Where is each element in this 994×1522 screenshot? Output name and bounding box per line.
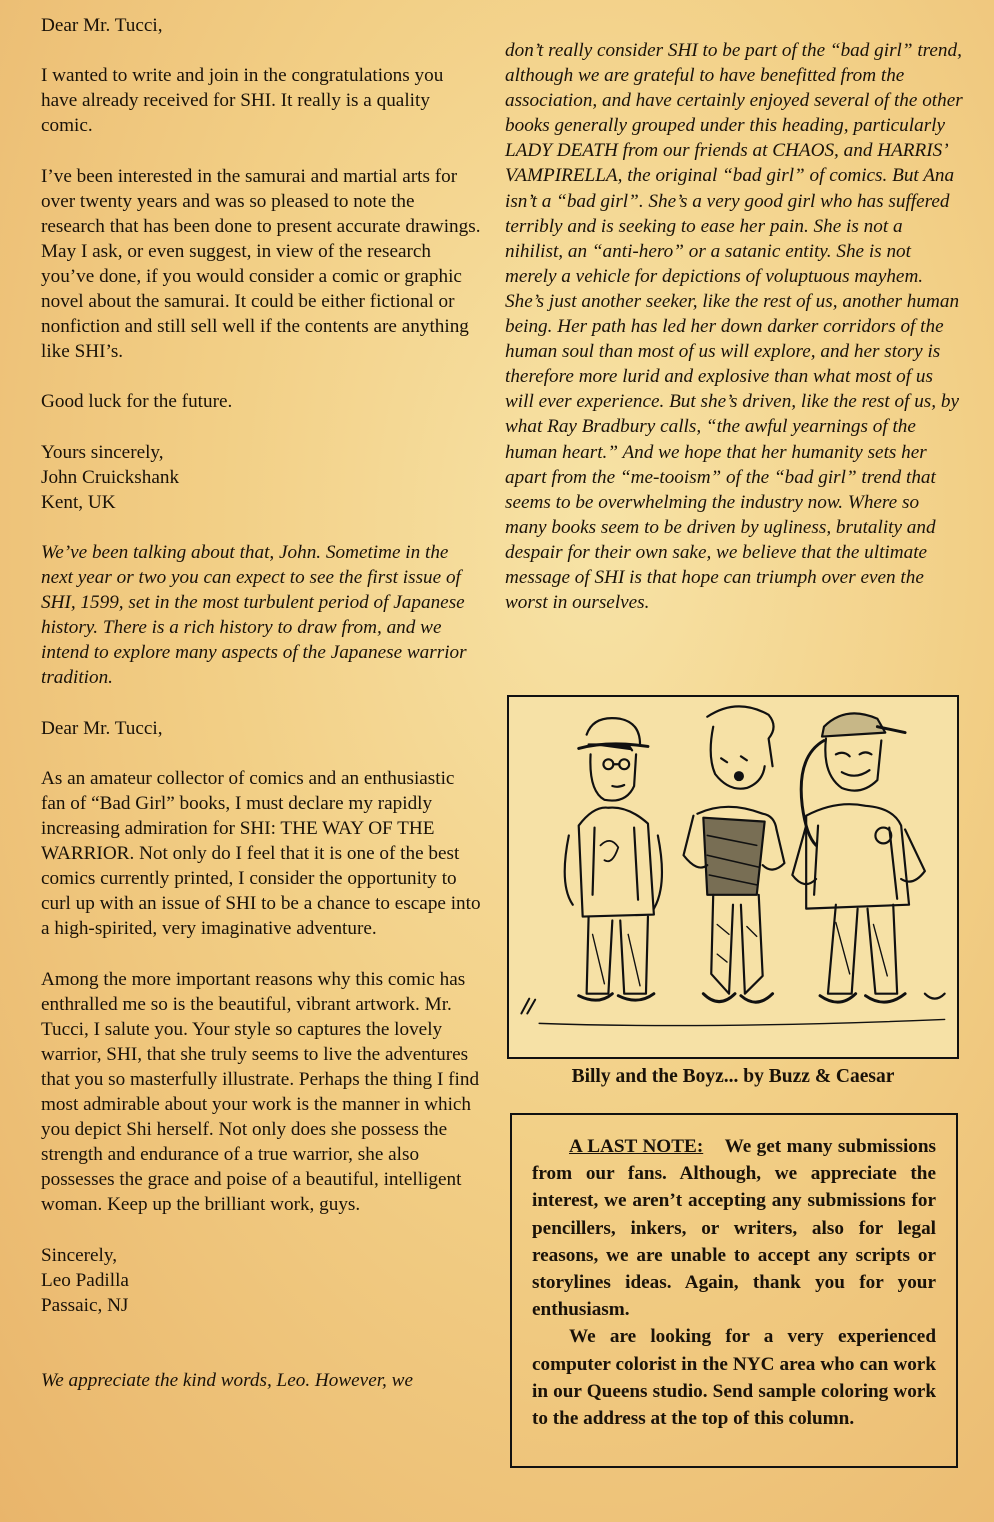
- letter1-name: John Cruickshank: [41, 466, 180, 488]
- letter2-reply-continued: don’t really consider SHI to be part of the “bad girl” trend, although we are grateful to have benefitted from the association, and have certainly enjoyed several of the other books generally grouped under this heading, particularly LADY DEATH from our friends at CHAOS, and HARRIS’ VAMPIRELLA, the original “bad girl” of comics. But Ana isn’t a “bad girl”. She’s a very good girl who has suffered terribly and is seeking to ease her pain. She is not a nihilist, an “anti-hero” or a satanic entity. She is not merely a vehicle for depictions of voluptuous mayhem. She’s just another seeker, like the rest of us, another human being. Her path has led her down darker corridors of the human soul than most of us will explore, and her story is therefore more lurid and explosive than what most of us will ever experience. But she’s driven, like the rest of us, by what Ray Bradbury calls, “the awful yearnings of the human heart.” And we hope that her humanity sets her apart from the “me-tooism” of the “bad girl” trend that seems to be overwhelming the industry now. Where so many books seem to be driven by ugliness, brutality and despair for their own sake, we believe that the ultimate message of SHI is that hope can triumph over even the worst in ourselves.: [505, 40, 963, 614]
- letter2-location: Passaic, NJ: [41, 1294, 129, 1316]
- cartoon-drawing: [509, 697, 957, 1057]
- letter2-salutation: Dear Mr. Tucci,: [41, 717, 163, 739]
- figure-middle: [684, 706, 785, 1002]
- letter2-paragraph-2: Among the more important reasons why this comic has enthralled me so is the beautiful, vibrant artwork. Mr. Tucci, I salute you. Your style so captures the lovely warrior, SHI, that she truly seems to live the adventures that you so masterfully illustrate. Perhaps the thing I find most admirable about your work is the manner in which you depict Shi herself. Not only does she possess the strength and endurance of a true warrior, she also possesses the grace and poise of a beautiful, intelligent woman. Keep up the brilliant work, guys.: [41, 968, 480, 1216]
- letter1-location: Kent, UK: [41, 491, 116, 513]
- letter1-reply: We’ve been talking about that, John. Sometime in the next year or two you can expect to see the first issue of SHI, 1599, set in the most turbulent period of Japanese history. There is a rich history to draw from, and we intend to explore many aspects of the Japanese warrior tradition.: [41, 541, 467, 689]
- letter1-paragraph-2: I’ve been interested in the samurai and martial arts for over twenty years and was so pleased to note the research that has been done to present accurate drawings. May I ask, or even suggest, in view of the research you’ve done, if you would consider a comic or graphic novel about the samurai. It could be either fictional or nonfiction and still sell well if the contents are anything like SHI’s.: [41, 165, 481, 363]
- last-note-paragraph-1: [532, 1133, 936, 1323]
- letter1-paragraph-3: Good luck for the future.: [41, 391, 233, 413]
- letter2-reply-start: We appreciate the kind words, Leo. However, we: [41, 1369, 413, 1391]
- last-note-paragraph-2: We are looking for a very experienced computer colorist in the NYC area who can work in our Queens studio. Send sample coloring work to the address at the top of this column.: [532, 1326, 936, 1430]
- cartoon-caption: Billy and the Boyz... by Buzz & Caesar: [571, 1066, 895, 1087]
- letter2-name: Leo Padilla: [41, 1269, 129, 1291]
- letters-left-column: [41, 13, 483, 1393]
- last-note-heading: A LAST NOTE:: [569, 1136, 704, 1157]
- last-note-box: [510, 1113, 958, 1468]
- last-note-text-1: We get many submissions from our fans. Although, we appreciate the interest, we aren’t accepting any submissions for pencillers, inkers, or writers, also for legal reasons, we are unable to accept any scripts or storylines ideas. Again, thank you for your enthusiasm.: [532, 1136, 937, 1321]
- letter2-paragraph-1: As an amateur collector of comics and an enthusiastic fan of “Bad Girl” books, I must declare my rapidly increasing admiration for SHI: THE WAY OF THE WARRIOR. Not only do I feel that it is one of the best comics currently printed, I consider the opportunity to curl up with an issue of SHI to be a chance to escape into a high-spirited, very imaginative adventure.: [41, 767, 481, 940]
- letter1-paragraph-1: I wanted to write and join in the congratulations you have already received for SHI. It really is a quality comic.: [41, 65, 444, 137]
- letters-right-column: [505, 38, 965, 615]
- letter1-salutation: Dear Mr. Tucci,: [41, 15, 163, 36]
- cartoon-illustration: [507, 695, 959, 1059]
- letter1-closing: Yours sincerely,: [41, 441, 164, 463]
- figure-right: [792, 713, 944, 1002]
- figure-left: [565, 718, 662, 1000]
- letter2-closing: Sincerely,: [41, 1244, 118, 1266]
